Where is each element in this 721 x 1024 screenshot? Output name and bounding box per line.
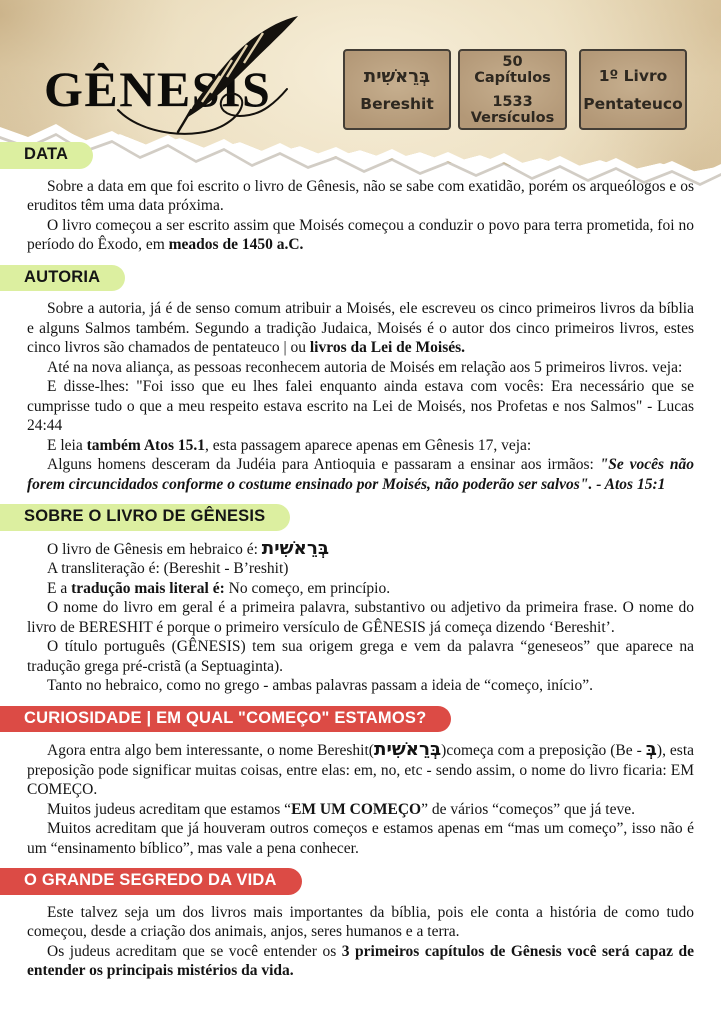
section-header-grande-segredo: O GRANDE SEGREDO DA VIDA xyxy=(0,868,302,895)
paragraph xyxy=(27,579,694,599)
text-run: Muitos acreditam que já houveram outros começos e estamos apenas em “mas um começo”, isso não é um “ensinamento bíblico”, mas vale a pena conhecer. xyxy=(27,820,694,857)
text-run: Tanto no hebraico, como no grego - ambas palavras passam a ideia de “começo, início”. xyxy=(47,677,593,694)
text-run: também Atos 15.1 xyxy=(86,436,205,454)
text-run: Este talvez seja um dos livros mais importantes da bíblia, pois ele conta a história de como tudo começou, desde a criação dos animais, anjos, seres humanos e a terra. xyxy=(27,903,694,940)
section-grande-segredo xyxy=(24,868,694,981)
page-title: GÊNESIS xyxy=(44,61,272,117)
hebrew-text: בְּרֵאשִׁית xyxy=(261,537,329,559)
text-run: Sobre a data em que foi escrito o livro de Gênesis, não se sabe com exatidão, porém os arqueólogos e os eruditos têm uma data próxima. xyxy=(27,177,694,214)
chapter-label: Capítulos xyxy=(474,69,551,86)
text-run: "Se vocês não forem circuncidados conforme o costume ensinado por Moisés, não poderão ser salvos". - Atos 15:1 xyxy=(27,456,694,493)
paragraph xyxy=(27,637,694,676)
order-line1: 1º Livro xyxy=(598,66,668,85)
paragraph xyxy=(27,177,694,216)
text-run: Alguns homens desceram da Judéia para Antioquia e passaram a ensinar aos irmãos: xyxy=(47,456,600,473)
text-run: E disse-lhes: "Foi isso que eu lhes falei enquanto ainda estava com vocês: Era necessário que se cumprisse tudo o que a meu respeito estava escrito na Lei de Moisés, nos Profetas e nos Salmos" - Lucas 24:44 xyxy=(27,378,694,434)
paragraph xyxy=(27,299,694,358)
section-data xyxy=(24,142,694,255)
section-body-curiosidade xyxy=(27,740,694,858)
text-run: tradução mais literal é: xyxy=(71,579,225,597)
badge-transliteration: Bereshit xyxy=(360,94,434,113)
paragraph xyxy=(27,216,694,255)
paragraph xyxy=(27,598,694,637)
paragraph xyxy=(27,436,694,456)
section-sobre-o-livro xyxy=(24,504,694,696)
text-run: O livro de Gênesis em hebraico é: xyxy=(47,540,262,558)
paragraph xyxy=(27,800,694,820)
text-run: 3 primeiros capítulos de Gênesis você será capaz de entender os principais mistérios da vida. xyxy=(27,942,694,979)
section-header-data: DATA xyxy=(0,142,93,169)
verse-label: Versículos xyxy=(470,109,555,126)
paragraph xyxy=(27,539,694,560)
section-curiosidade xyxy=(24,706,695,859)
verse-count: 1533 xyxy=(492,93,533,110)
section-body-autoria xyxy=(27,299,694,494)
paragraph xyxy=(27,942,694,981)
text-run: , esta passagem aparece apenas em Gênesis 17, veja: xyxy=(205,436,532,454)
text-run: Os judeus acreditam que se você entender os xyxy=(47,942,342,960)
text-run: )começa com a preposição (Be - xyxy=(441,742,646,759)
text-run: O título português (GÊNESIS) tem sua origem grega e vem da palavra “geneseos” que aparece na tradução grega pré-cristã (a Septuaginta). xyxy=(27,638,694,675)
text-run: EM UM COMEÇO xyxy=(291,800,422,818)
paragraph xyxy=(27,740,694,800)
paragraph xyxy=(27,455,694,494)
order-line2: Pentateuco xyxy=(583,94,683,113)
paragraph xyxy=(27,676,694,696)
text-run: meados de 1450 a.C. xyxy=(168,236,304,253)
hebrew-text: בְּ xyxy=(645,739,657,760)
section-header-curiosidade: CURIOSIDADE | EM QUAL "COMEÇO" ESTAMOS? xyxy=(0,706,451,733)
text-run: ” de vários “começos” que já teve. xyxy=(421,800,635,818)
text-run: O livro começou a ser escrito assim que Moisés começou a conduzir o povo para terra prometida, foi no período do Êxodo, em xyxy=(27,216,694,253)
section-body-data xyxy=(27,177,694,255)
text-run: No começo, em princípio. xyxy=(224,579,391,597)
section-body-grande-segredo xyxy=(27,903,694,981)
section-body-sobre-o-livro xyxy=(27,539,694,696)
text-run: E leia xyxy=(47,436,87,454)
text-run: Agora entra algo bem interessante, o nome Bereshit( xyxy=(47,742,374,759)
section-header-sobre-o-livro: SOBRE O LIVRO DE GÊNESIS xyxy=(0,504,290,531)
badge-hebrew-text: בְּרֵאשִׁית xyxy=(363,65,431,87)
section-header-autoria: AUTORIA xyxy=(0,265,125,292)
paragraph xyxy=(27,358,694,378)
section-autoria xyxy=(24,265,694,495)
paragraph xyxy=(27,903,694,942)
paragraph xyxy=(27,819,694,858)
text-run: Até na nova aliança, as pessoas reconhecem autoria de Moisés em relação aos 5 primeiros livros. veja: xyxy=(47,358,683,376)
hebrew-text: בְּרֵאשִׁית xyxy=(373,739,442,760)
text-run: E a xyxy=(47,579,72,597)
text-run: Muitos judeus acreditam que estamos “ xyxy=(47,800,292,818)
chapter-count: 50 xyxy=(502,53,523,70)
text-run: livros da Lei de Moisés. xyxy=(309,339,466,356)
text-run: Sobre a autoria, já é de senso comum atribuir a Moisés, ele escreveu os cinco primeiros livros da bíblia e alguns Salmos também. Segundo a tradição Judaica, Moisés é o autor dos cinco primeiros livros, estes cinco livros são chamados de pentateuco | ou xyxy=(27,300,694,356)
paragraph xyxy=(27,377,694,436)
text-run: A transliteração é: (Bereshit - B’reshit) xyxy=(47,560,289,577)
paragraph xyxy=(27,559,694,579)
text-run: ), esta preposição pode significar muitas coisas, entre elas: em, no, etc - sendo assim, o nome do livro ficaria: EM COMEÇO. xyxy=(27,742,695,798)
text-run: O nome do livro em geral é a primeira palavra, substantivo ou adjetivo da primeira frase. O nome do livro de BERESHIT é porque o primeiro versículo de GÊNESIS já começa dizendo ‘Bereshit’. xyxy=(27,599,694,636)
